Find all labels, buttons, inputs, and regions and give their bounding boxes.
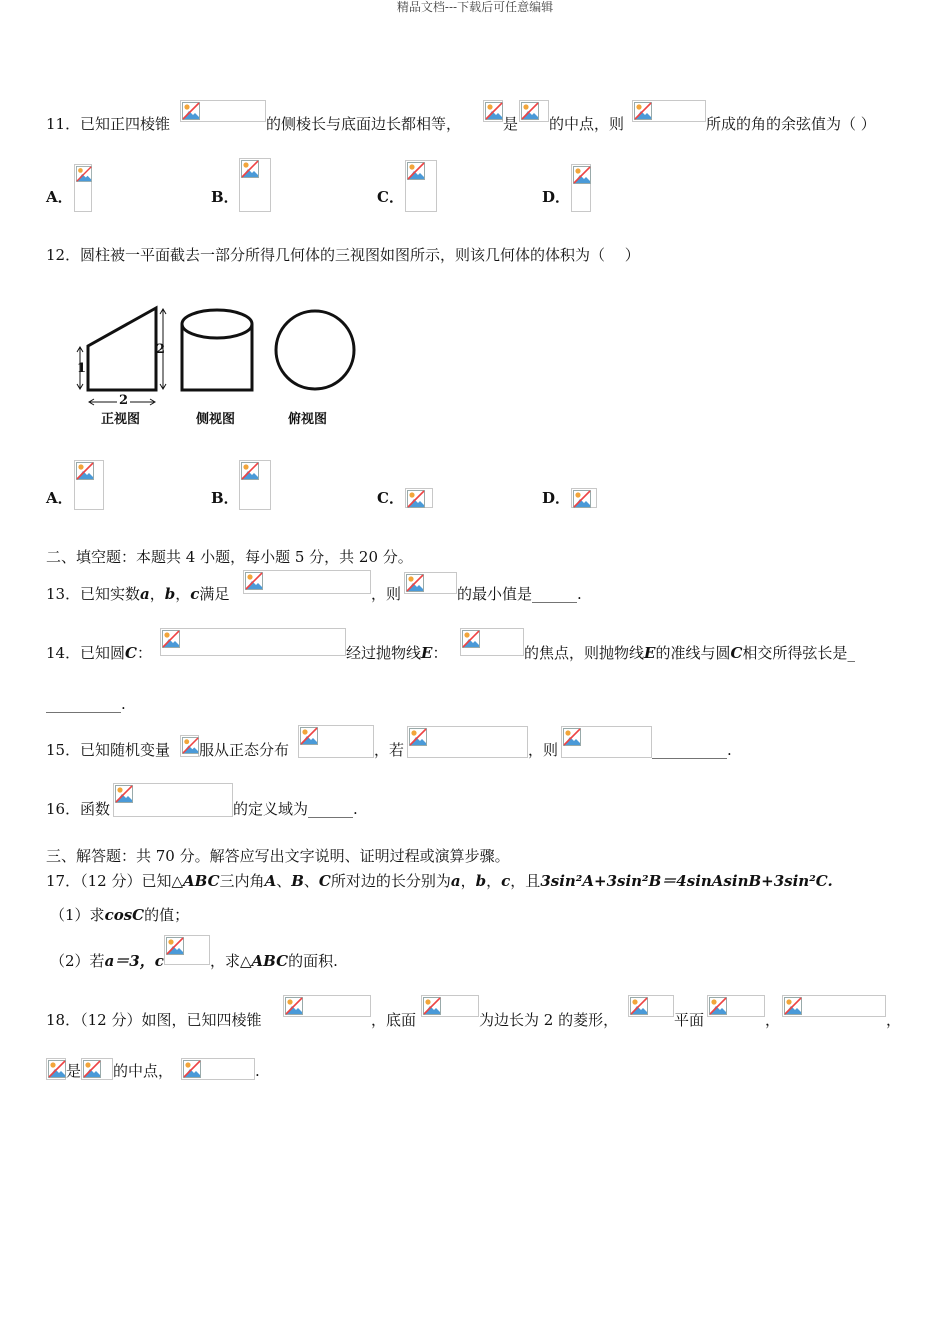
formula-image: [405, 160, 437, 212]
answer-blank: __________: [46, 695, 121, 713]
formula-image: [561, 726, 652, 758]
formula-image: [180, 735, 199, 757]
formula-image: [571, 488, 597, 508]
formula-image: [113, 783, 233, 817]
question-18-text: .: [255, 1062, 260, 1080]
formula-image: [160, 628, 346, 656]
dim-label-height-right: 2: [156, 342, 166, 357]
formula-image: [74, 164, 92, 212]
question-17: 17．（12 分）已知△ABC三内角A、B、C所对边的长分别为a，b，c，且3sin²A+3sin²B＝4sinAsinB+3sin²C.: [46, 872, 833, 890]
question-15-text: ，若: [374, 741, 405, 759]
side-view-label: 侧视图: [196, 412, 236, 427]
formula-image: [81, 1058, 113, 1080]
question-18-text: ，底面: [371, 1011, 417, 1029]
formula-image: [460, 628, 524, 656]
question-16-number: 16．: [46, 800, 81, 818]
question-18-text: 是: [66, 1062, 82, 1080]
formula-image: [519, 100, 549, 122]
formula-image: [46, 1058, 66, 1080]
formula-image: [421, 995, 479, 1017]
top-view-shape: [276, 311, 354, 389]
option-b: B．: [211, 188, 239, 206]
question-17-part-1: （1）求cosC的值；: [50, 906, 190, 924]
question-13-text: 已知实数a，b，c满足: [80, 585, 230, 603]
question-14-text: 经过抛物线E：: [346, 644, 448, 662]
question-13-text: ，则: [371, 585, 402, 603]
formula-image: [782, 995, 886, 1017]
formula-image: [283, 995, 371, 1017]
formula-image: [632, 100, 706, 122]
formula-image: [571, 164, 591, 212]
question-15-text: ，则: [528, 741, 559, 759]
question-11-text: 的中点，则: [549, 115, 625, 133]
question-18-text: ，: [886, 1011, 902, 1029]
answer-blank: ______: [532, 585, 578, 603]
formula-image: [628, 995, 674, 1017]
question-14-text: 的焦点，则抛物线E的准线与圆C相交所得弦长是_: [524, 644, 855, 662]
question-13-text: 的最小值是______.: [457, 585, 582, 603]
question-15-text: 服从正态分布: [199, 741, 290, 759]
dim-label-width: 2: [119, 393, 129, 408]
question-14-number: 14．: [46, 644, 81, 662]
answer-blank: __________: [652, 741, 727, 759]
formula-image: [298, 725, 374, 758]
formula-image: [405, 488, 433, 508]
formula-image: [407, 726, 528, 758]
formula-image: [243, 570, 371, 594]
question-18-text: 为边长为 2 的菱形，: [479, 1011, 619, 1029]
question-14-text: 已知圆C：: [80, 644, 152, 662]
front-view-label: 正视图: [101, 412, 141, 427]
section-2-heading: 二、填空题：本题共 4 小题，每小题 5 分，共 20 分。: [46, 548, 413, 566]
section-3-heading: 三、解答题：共 70 分。解答应写出文字说明、证明过程或演算步骤。: [46, 847, 510, 865]
question-16-text: 函数: [80, 800, 111, 818]
formula-image: [180, 100, 266, 122]
question-11-text: 已知正四棱锥: [80, 115, 171, 133]
question-17-part-2: ，求△ABC的面积.: [210, 952, 338, 970]
formula-text: 3sin²A+3sin²B＝4sinAsinB+3sin²C.: [540, 872, 833, 890]
option-a: A．: [46, 489, 73, 507]
formula-image: [239, 460, 271, 510]
formula-image: [164, 935, 210, 965]
question-12-text: 圆柱被一平面截去一部分所得几何体的三视图如图所示，则该几何体的体积为（ ）: [80, 246, 640, 264]
question-13-number: 13．: [46, 585, 81, 603]
formula-image: [239, 158, 271, 212]
option-d: D．: [542, 188, 571, 206]
question-11-text: 的侧棱长与底面边长都相等，: [266, 115, 462, 133]
answer-blank: ______: [308, 800, 354, 818]
option-c: C．: [377, 188, 404, 206]
formula-image: [404, 572, 457, 594]
page-header: 精品文档---下载后可任意编辑: [396, 0, 554, 14]
question-15-number: 15．: [46, 741, 81, 759]
question-18-text: 平面: [674, 1011, 705, 1029]
option-a: A．: [46, 188, 73, 206]
top-view-label: 俯视图: [288, 412, 328, 427]
question-11-number: 11．: [46, 115, 81, 133]
question-14-text: __________.: [46, 695, 126, 713]
front-view-shape: [88, 308, 156, 390]
question-18-text: 的中点，: [113, 1062, 174, 1080]
question-15-text: __________.: [652, 741, 732, 759]
formula-image: [483, 100, 503, 122]
option-c: C．: [377, 489, 404, 507]
question-17-part-2: （2）若a＝3，c: [50, 952, 164, 970]
side-view-shape: [182, 310, 252, 338]
question-11-text: 所成的角的余弦值为（ ）: [706, 115, 876, 133]
option-b: B．: [211, 489, 239, 507]
question-15-text: 已知随机变量: [80, 741, 171, 759]
question-18: 18．（12 分）如图，已知四棱锥: [46, 1011, 262, 1029]
question-16-text: 的定义域为______.: [233, 800, 358, 818]
question-12-number: 12．: [46, 246, 81, 264]
formula-image: [74, 460, 104, 510]
option-d: D．: [542, 489, 571, 507]
dim-label-height-left: 1: [77, 361, 87, 376]
question-11-text: 是: [503, 115, 519, 133]
formula-image: [181, 1058, 255, 1080]
question-18-text: ，: [765, 1011, 781, 1029]
formula-image: [707, 995, 765, 1017]
answer-blank: _: [847, 644, 855, 662]
